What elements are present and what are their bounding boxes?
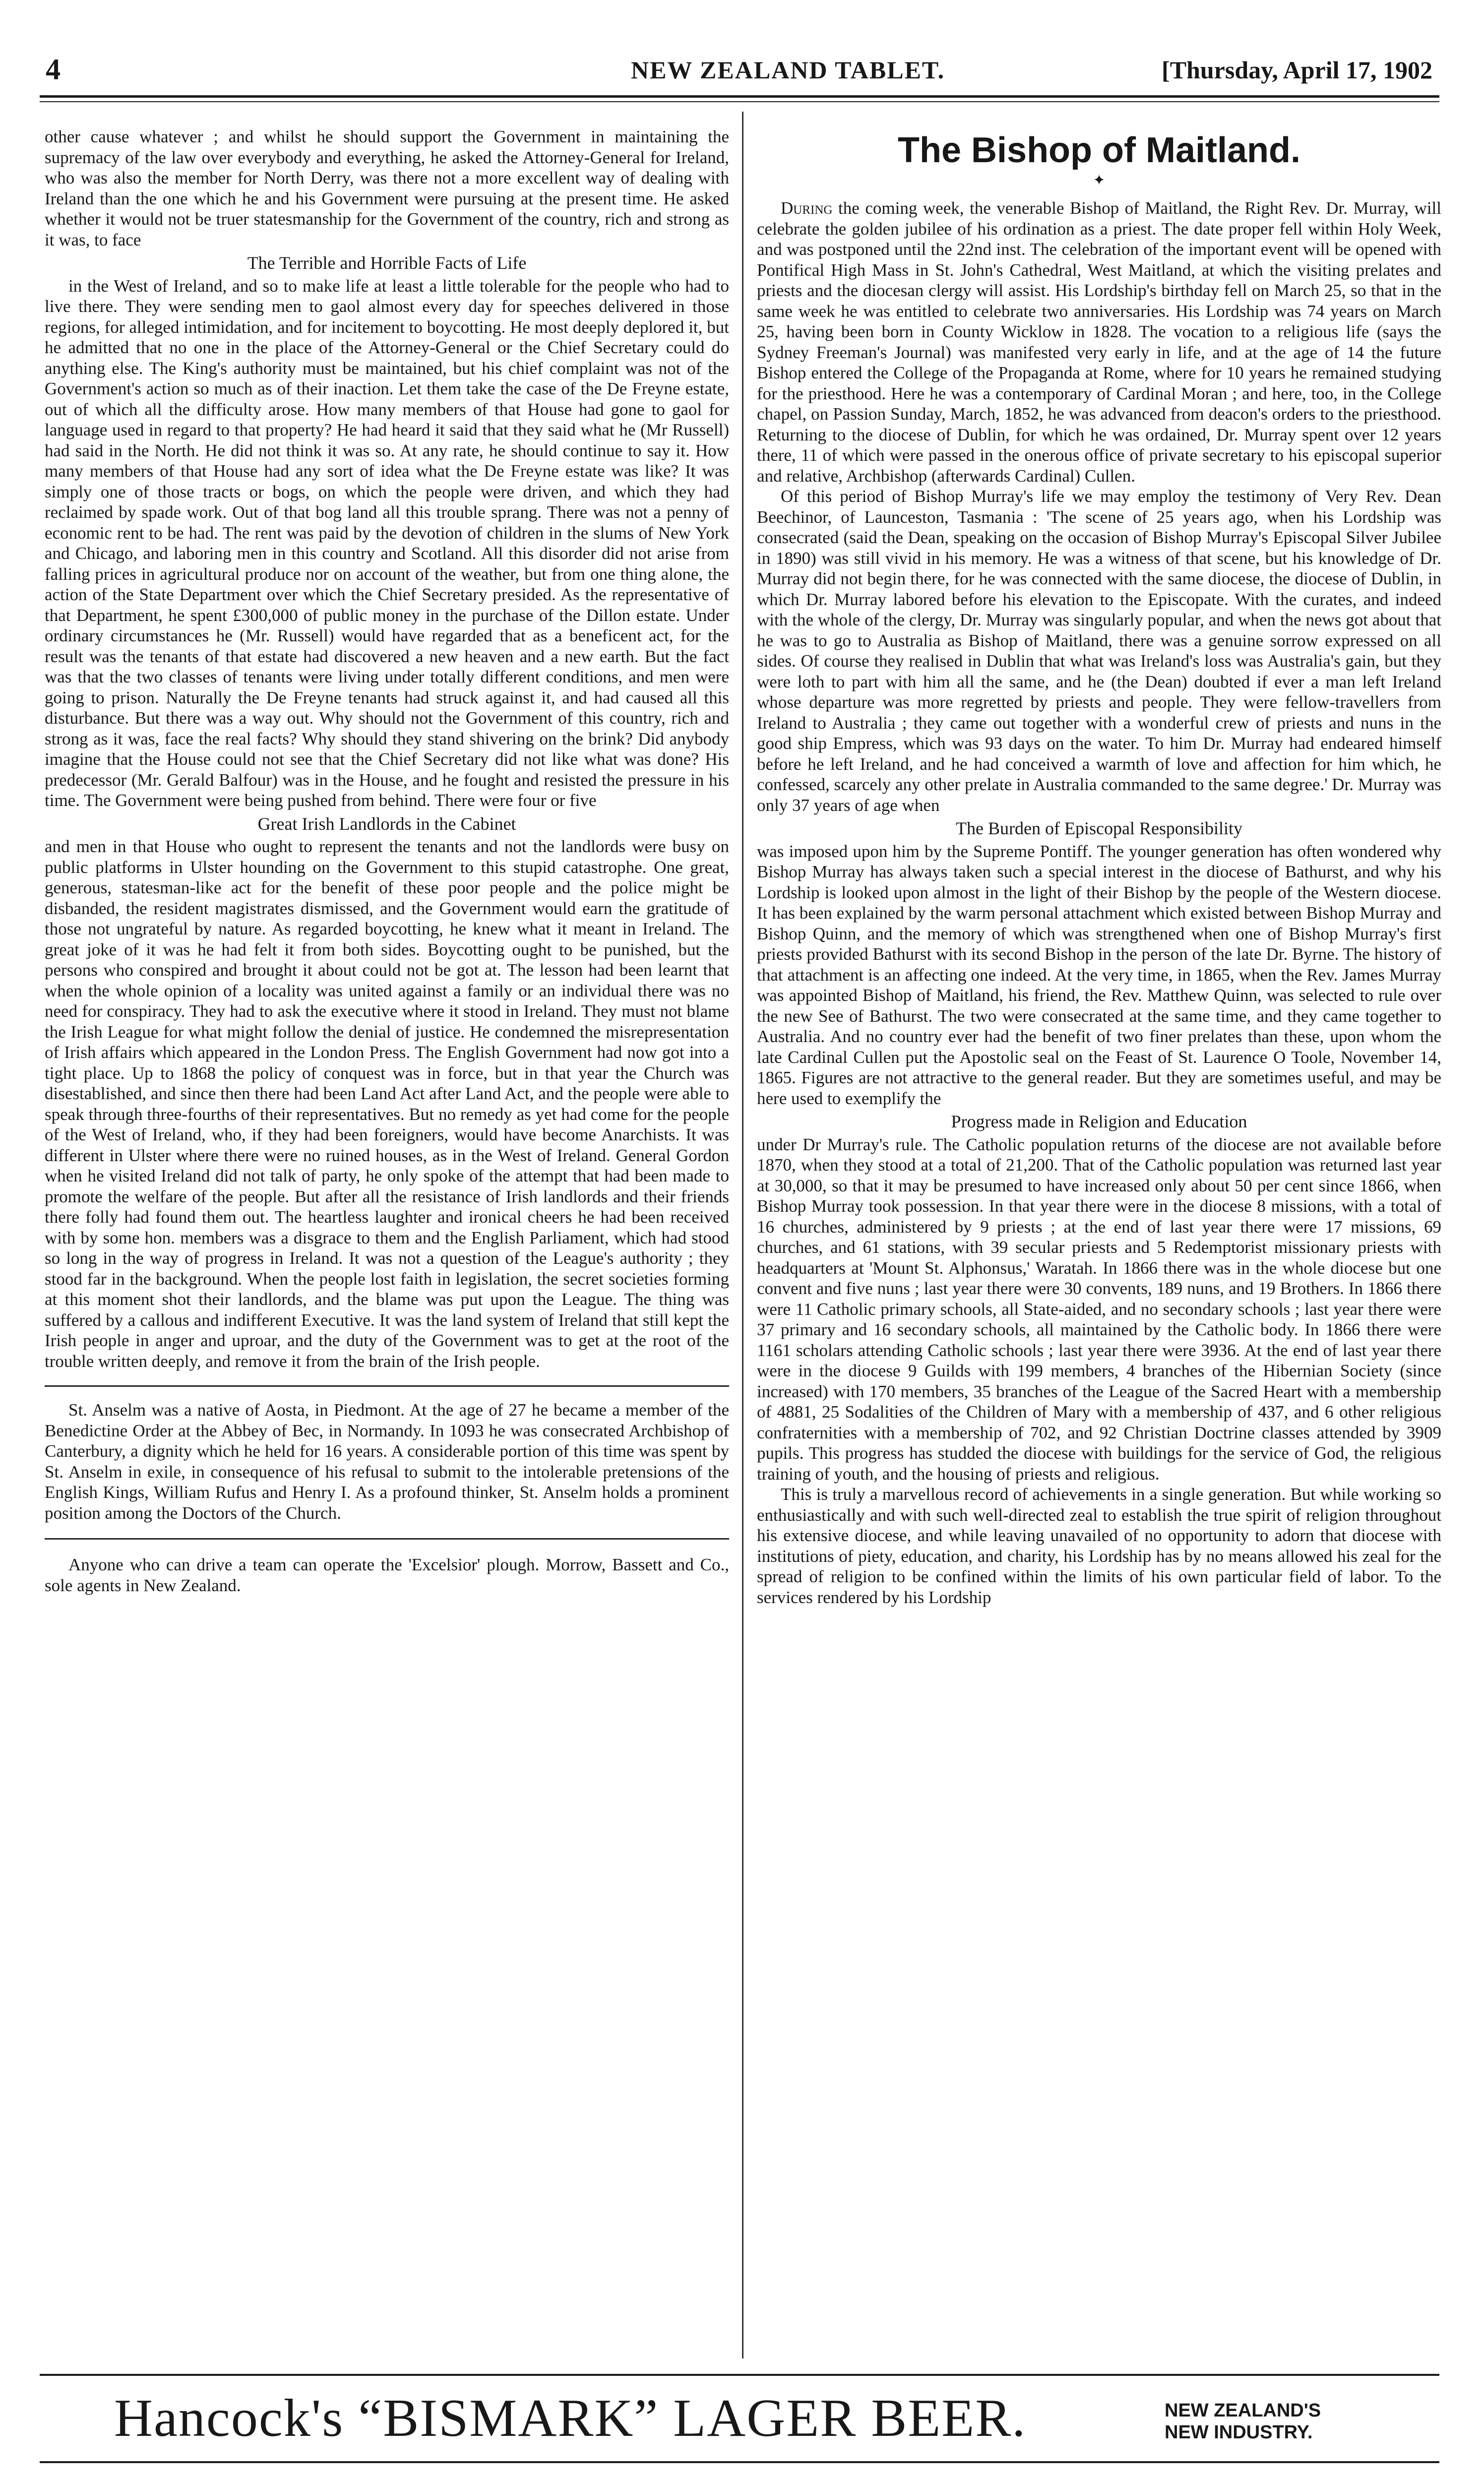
anselm-paragraph: St. Anselm was a native of Aosta, in Piedmont. At the age of 27 he became a member of the Benedictine Order at the Abbey of Bec, in Normandy. In 1093 he was consecrated Archbishop of Canterbury, a dignity which he held for 16 years. A considerable portion of this time was spent by St. Anselm in exile, in consequence of his refusal to submit to the intolerable pretensions of the English Kings, William Rufus and Henry I. As a profound thinker, St. Anselm holds a prominent position among the Doctors of the Church. [45, 1400, 729, 1523]
right-subheading-1: The Burden of Episcopal Responsibility [956, 818, 1242, 838]
beer-advertisement: Hancock's “BISMARK” LAGER BEER. [114, 2389, 1027, 2448]
page-header [46, 53, 1432, 89]
left-paragraph-3: and men in that House who ought to represent the tenants and not the landlords were busy on public platforms in Ulster hounding on the Government to this stupid catastrophe. One great, generous, statesman-like act for the benefit of these poor people and the police might be disbanded, the resident magistrates dismissed, and the Government would earn the gratitude of those not ungrateful by nature. As regarded boycotting, he knew what it meant in Ireland. The great joke of it was he had felt it from both sides. Boycotting ought to be punished, but the persons who conspired and brought it about could not be got at. The lesson had been learnt that when the whole opinion of a locality was united against a family or an individual there was no need for conspiracy. They had to ask the executive where it stood in Ireland. They must not blame the Irish League for what might follow the denial of justice. He condemned the misrepresentation of Irish affairs which appeared in the London Press. The English Government had now got into a tight place. Up to 1868 the policy of conquest was in force, but in that year the Church was disestablished, and since then there had been Land Act after Land Act, and the people were able to speak through three-fourths of their representatives. But no remedy as yet had come for the people of the West of Ireland, who, if they had been foreigners, would have become Anarchists. It was different in Ulster where there were no ruined houses, as in the West of Ireland. General Gordon when he visited Ireland did not talk of party, he only spoke of the attempt that had been made to promote the welfare of the people. But after all the resistance of Irish landlords and their friends there folly had found them out. The heartless laughter and ironical cheers he had been received with by some hon. members was a disgrace to them and the English Parliament, which had stood so long in the way of progress in Ireland. It was not a question of the League's authority ; they stood far in the background. When the people lost faith in legislation, the secret societies forming at this moment shot their landlords, and the blame was put upon the League. The thing was suffered by a callous and indifferent Executive. It was the land system of Ireland that still kept the Irish people in anger and uproar, and the duty of the Government was to get at the root of the trouble written deeply, and remove it from the brain of the Irish people. [45, 837, 729, 1371]
plough-notice: Anyone who can drive a team can operate the 'Excelsior' plough. Morrow, Bassett and Co., sole agents in New Zealand. [45, 1555, 729, 1595]
advert-rule-bottom [40, 2461, 1439, 2463]
left-paragraph-2: in the West of Ireland, and so to make life at least a little tolerable for the people who had to live there. They were sending men to gaol almost every day for speeches delivered in those regions, for alleged intimidation, and for incitement to boycotting. He most deeply deplored it, but he admitted that no one in the place of the Attorney-General or the Chief Secretary could do anything else. The King's authority must be maintained, but his chief complaint was not of the Government's action so much as of their inaction. Let them take the case of the De Freyne estate, out of which all the difficulty arose. How many members of that House had gone to gaol for language used in regard to that property? He had heard it said that they said what he (Mr Russell) had said in the North. He did not think it was so. At any rate, he should continue to say it. How many members of that House had any sort of idea what the De Freyne estate was like? It was simply one of those tracts or bogs, on which the people were driven, and which they had reclaimed by spade work. Out of that bog land all this trouble sprang. There was not a penny of economic rent to be had. The rent was paid by the devotion of children in the slums of New York and Chicago, and laboring men in this country and Scotland. All this disorder did not arise from falling prices in agricultural produce nor on account of the weather, but from one thing alone, the action of the State Department over which the Chief Secretary presided. As the representative of that Department, he spent £300,000 of public money in the purchase of the Dillon estate. Under ordinary circumstances he (Mr. Russell) would have regarded that as a beneficent act, for the result was the tenants of that estate had discovered a new heaven and a new earth. But the fact was that the two classes of tenants were living under totally different conditions, and men were going to prison. Naturally the De Freyne tenants had struck against it, and had caused all this disturbance. But there was a way out. Why should not the Government of this country, rich and strong as it was, face the real facts? Why should they stand shivering on the brink? Did anybody imagine that the House could not see that the Chief Secretary did not like what was done? His predecessor (Mr. Gerald Balfour) was in the House, and he fought and resisted the pressure in his time. The Government were being pushed from behind. There were four or five [45, 276, 729, 810]
right-paragraph-1-text: the coming week, the venerable Bishop of Maitland, the Right Rev. Dr. Murray, will celebrate the golden jubilee of his ordination as a priest. The date proper fell within Holy Week, and was postponed until the 22nd inst. The celebration of the important event will be opened with Pontifical High Mass in St. John's Cathedral, West Maitland, at which the visiting prelates and priests and the diocesan clergy will assist. His Lordship's birthday fell on March 25, so that in the same week he was entitled to celebrate two anniversaries. His Lordship was 74 years on March 25, having been born in County Wicklow in 1828. The vocation to a religious life (says the Sydney Freeman's Journal) was manifested very early in life, and at the age of 14 the future Bishop entered the College of the Propaganda at Rome, where for 10 years he remained studying for the priesthood. Here he was a contemporary of Cardinal Moran ; and here, too, in the College chapel, on Passion Sunday, March, 1852, he was advanced from deacon's orders to the priesthood. Returning to the diocese of Dublin, for which he was ordained, Dr. Murray spent over 12 years there, 11 of which were passed in the onerous office of private secretary to his episcopal superior and relative, Archbishop (afterwards Cardinal) Cullen. [757, 198, 1441, 486]
section-separator-1 [45, 1385, 729, 1387]
right-paragraph-3: was imposed upon him by the Supreme Pontiff. The younger generation has often wondered why Bishop Murray has always taken such a special interest in the diocese of Bathurst, and why his Lordship is looked upon almost in the light of their Bishop by the people of the Western diocese. It has been explained by the warm personal attachment which existed between Bishop Murray and Bishop Quinn, and the memory of which was strengthened when one of Bishop Murray's first priests provided Bathurst with its second Bishop in the person of the late Dr. Byrne. The history of that attachment is an affecting one indeed. At the very time, in 1865, when the Rev. James Murray was appointed Bishop of Maitland, his friend, the Rev. Matthew Quinn, was selected to rule over the new See of Bathurst. The two were consecrated at the same time, and they came together to Australia. And no country ever had the benefit of two finer prelates than these, upon whom the late Cardinal Cullen put the Apostolic seal on the Feast of St. Laurence O Toole, November 14, 1865. Figures are not attractive to the general reader. But they are sometimes useful, and may be here used to exemplify the [757, 841, 1441, 1108]
left-subheading-2: Great Irish Landlords in the Cabinet [257, 813, 516, 834]
header-rule-thick [40, 95, 1439, 98]
article-title: The Bishop of Maitland. [898, 130, 1300, 170]
left-subheading-1: The Terrible and Horrible Facts of Life [247, 253, 527, 273]
advertisement-band [40, 2385, 1439, 2459]
right-paragraph-5: This is truly a marvellous record of achievements in a single generation. But while working so enthusiastically and with such well-directed zeal to establish the true spirit of religion throughout his extensive diocese, and while leaving unavailed of no opportunity to adorn that diocese with institutions of piety, education, and charity, his Lordship has by no means allowed his zeal for the spread of religion to be confined within the limits of his own particular field of labor. To the services rendered by his Lordship [757, 1485, 1441, 1607]
section-separator-2 [45, 1538, 729, 1540]
header-rule-thin [40, 101, 1439, 102]
title-ornament-icon: ✦ [1093, 172, 1106, 188]
advert-rule-top [40, 2374, 1439, 2376]
right-column [757, 126, 1441, 1608]
advert-tagline-line-1: NEW ZEALAND'S [1165, 2400, 1321, 2421]
right-paragraph-4: under Dr Murray's rule. The Catholic population returns of the diocese are not available before 1870, when they stood at a total of 21,200. That of the Catholic population was returned last year at 30,000, so that it may be presumed to have increased only about 50 per cent since 1866, when Bishop Murray took possession. In that year there were in the diocese 8 missions, with a total of 16 churches, administered by 9 priests ; at the end of last year there were 17 missions, 69 churches, and 61 stations, with 39 secular priests and 5 Redemptorist missionary priests with headquarters at 'Mount St. Alphonsus,' Waratah. In 1866 there was in the whole diocese but one convent and five nuns ; last year there were 30 convents, 189 nuns, and 19 Brothers. In 1866 there were 11 Catholic primary schools, all State-aided, and no secondary schools ; last year there were 37 primary and 16 secondary schools, all maintained by the Catholic body. In 1866 there were 1161 scholars attending Catholic schools ; last year there were 3936. At the end of last year there were in the diocese 9 Guilds with 199 members, 4 branches of the Hibernian Society (since increased) with 170 members, 35 branches of the League of the Sacred Heart with a membership of 4881, 25 Sodalities of the Children of Mary with a membership of 437, and 6 other religious confraternities with a membership of 702, and 92 Christian Doctrine classes attended by 3909 pupils. This progress has studded the diocese with buildings for the service of God, the religious training of youth, and the housing of priests and religious. [757, 1134, 1441, 1484]
advert-tagline-line-2: NEW INDUSTRY. [1165, 2422, 1313, 2443]
page-number: 4 [46, 53, 61, 86]
advert-tagline [1165, 2400, 1321, 2443]
lead-word: During [781, 198, 833, 218]
right-paragraph-2: Of this period of Bishop Murray's life we may employ the testimony of Very Rev. Dean Beechinor, of Launceston, Tasmania : 'The scene of 25 years ago, when his Lordship was consecrated (said the Dean, speaking on the occasion of Bishop Murray's Episcopal Silver Jubilee in 1890) was still vivid in his memory. He was a witness of that scene, but his knowledge of Dr. Murray did not begin there, for he was connected with the same diocese, the diocese of Dublin, in which Dr. Murray labored before his elevation to the Episcopate. With the curates, and indeed with the whole of the clergy, Dr. Murray was singularly popular, and when the news got about that he was to go to Australia as Bishop of Maitland, there was a genuine sorrow expressed on all sides. Of course they realised in Dublin that what was Ireland's loss was Australia's gain, but they were loth to part with him all the same, and he (the Dean) doubted if ever a man left Ireland whose departure was more regretted by priests and people. They were fellow-travellers from Ireland to Australia ; they came out together with a wonderful crew of priests and nuns in the good ship Empress, which was 93 days on the water. To him Dr. Murray had endeared himself before he left Ireland, and he had conceived a warmth of love and affection for him which, he confessed, scarcely any other prelate in Australia commanded to the same degree.' Dr. Murray was only 37 years of age when [757, 487, 1441, 815]
issue-date: [Thursday, April 17, 1902 [1162, 56, 1432, 84]
right-paragraph-1 [757, 198, 1441, 486]
column-divider [742, 112, 743, 2358]
newspaper-title: NEW ZEALAND TABLET. [631, 56, 945, 84]
left-column [45, 126, 729, 1596]
left-paragraph-1: other cause whatever ; and whilst he should support the Government in maintaining the supremacy of the law over everybody and everything, he asked the Attorney-General for Ireland, who was also the member for North Derry, was there not a more excellent way of dealing with Ireland than the one which he and his Government were pursuing at the present time. He asked whether it would not be truer statesmanship for the Government of the country, rich and strong as it was, to face [45, 127, 729, 249]
right-subheading-2: Progress made in Religion and Education [951, 1112, 1247, 1131]
